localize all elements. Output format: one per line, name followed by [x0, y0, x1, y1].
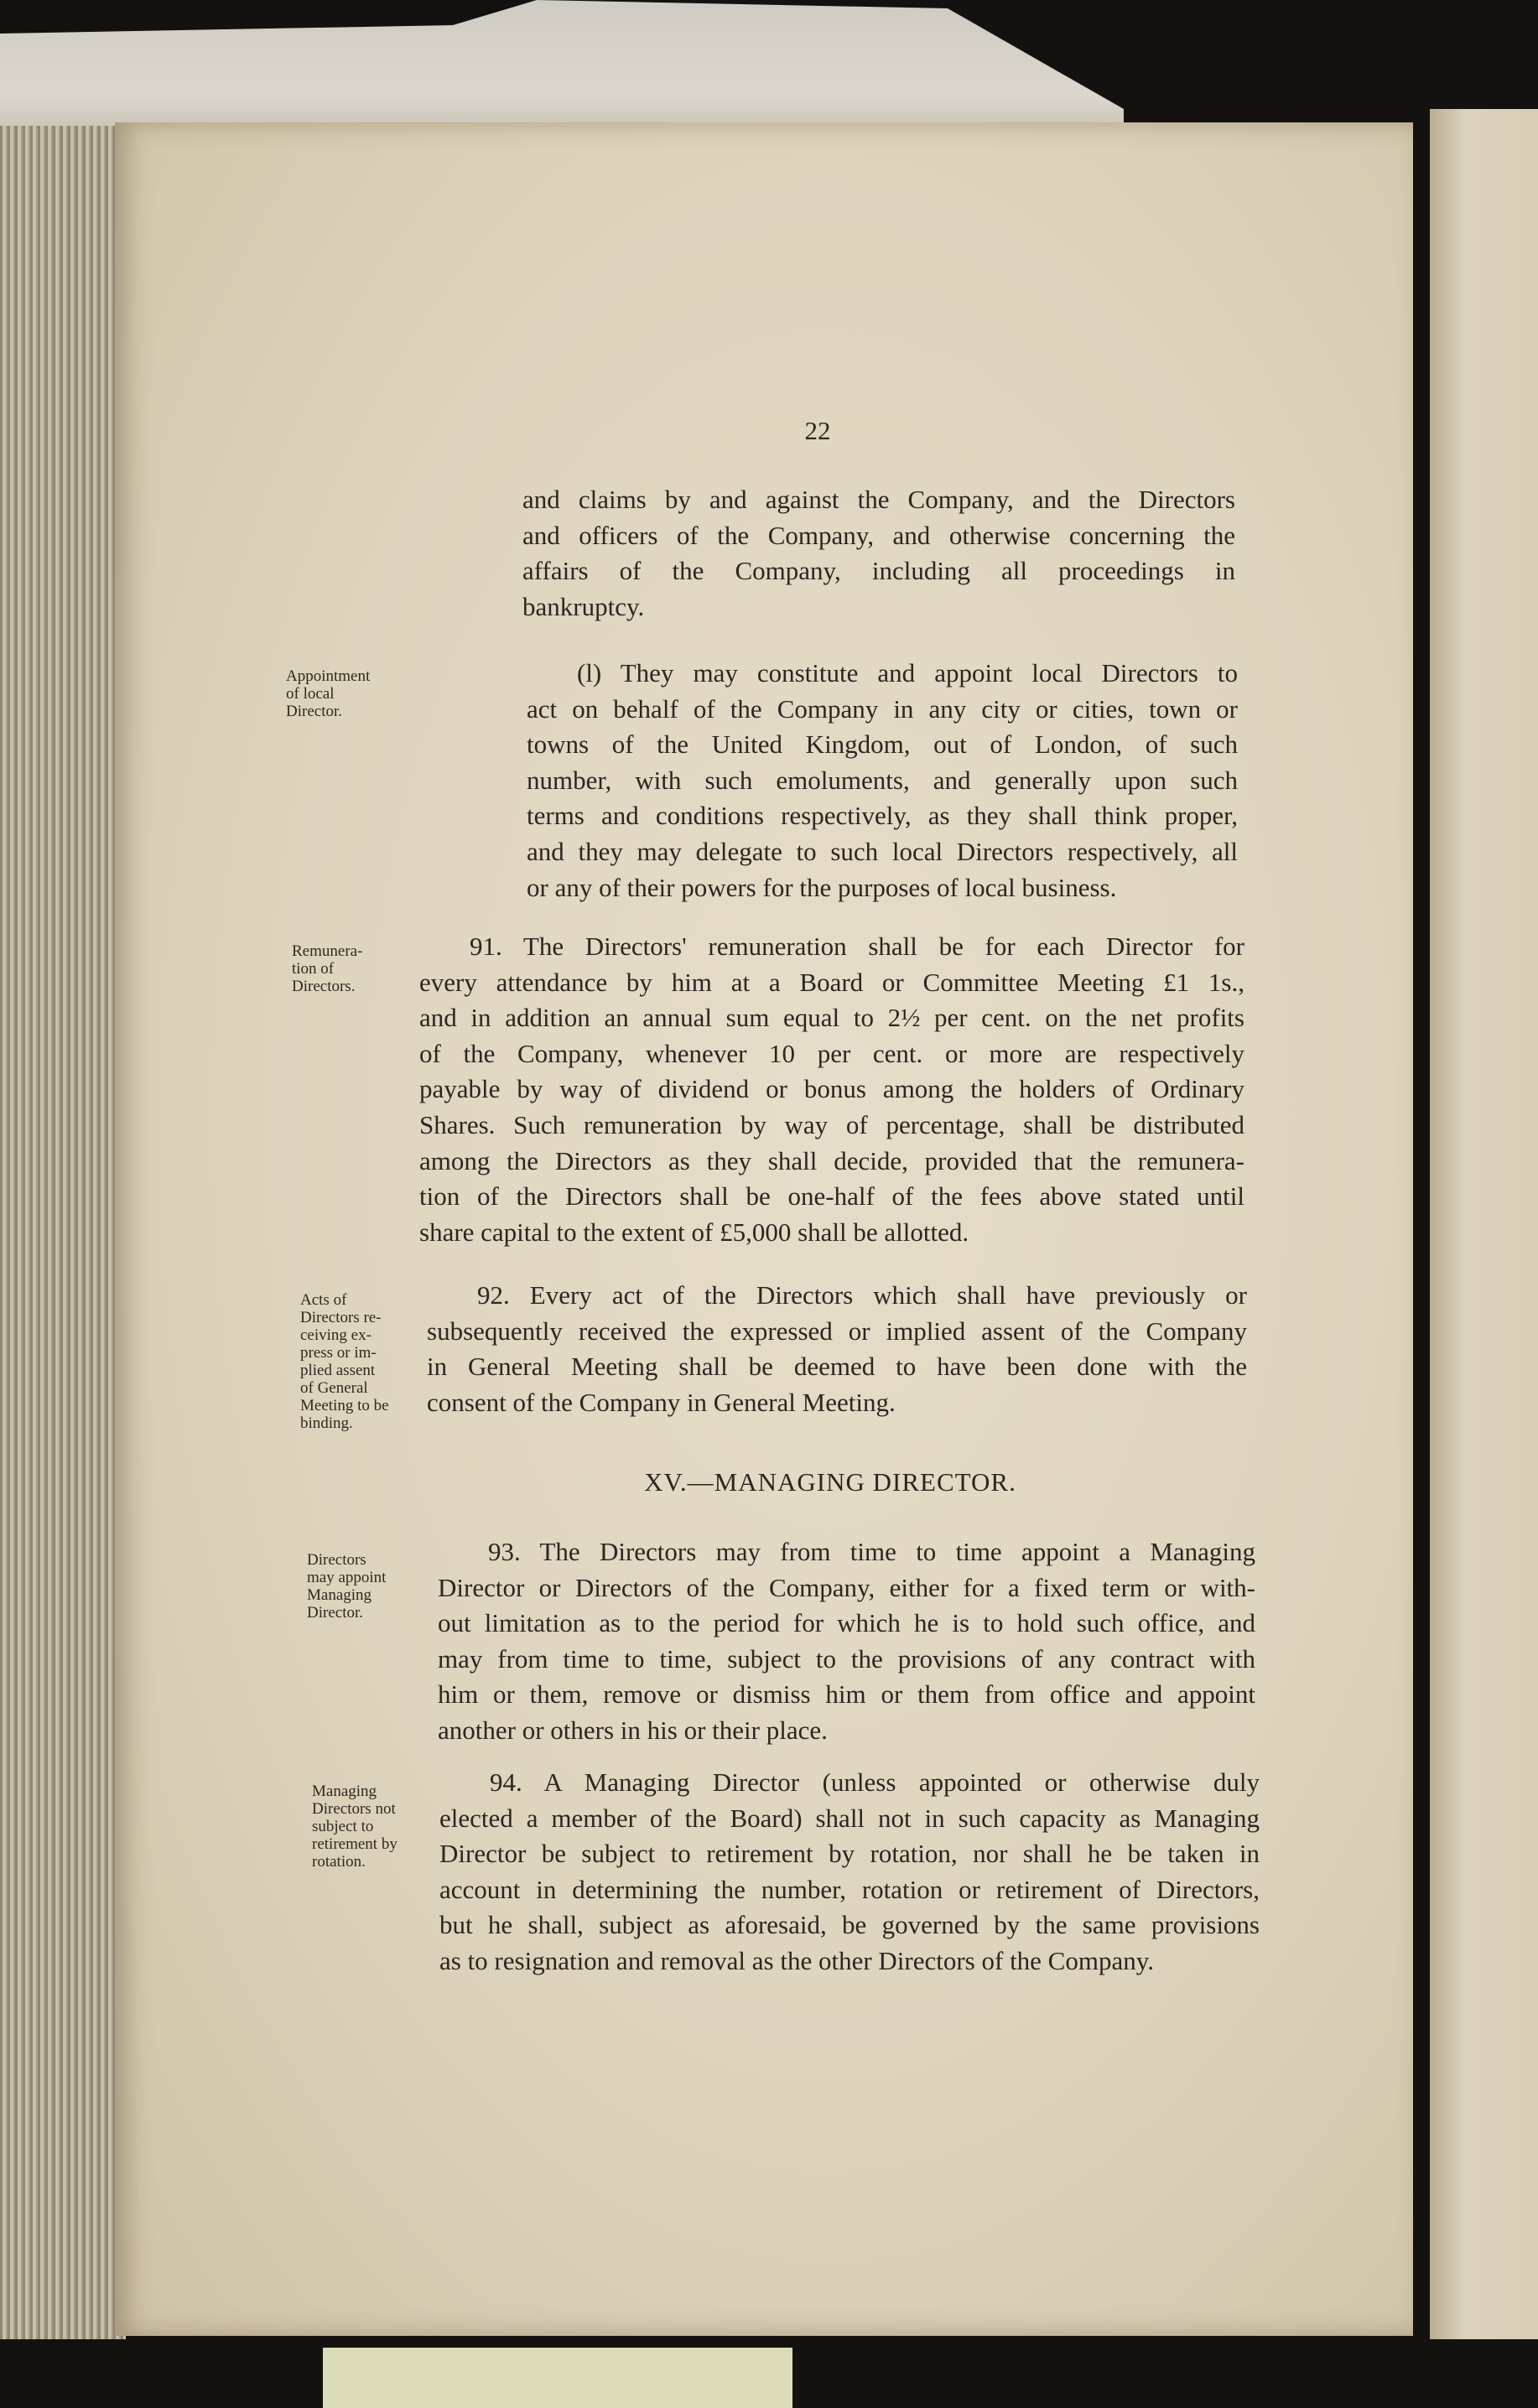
text-line: among the Directors as they shall decide, provided that the remunera- [419, 1145, 1244, 1175]
page-number: 22 [804, 416, 831, 445]
text-line: Director be subject to retirement by rotation, nor shall he be taken in [439, 1839, 1260, 1869]
margin-note-remuneration [292, 942, 362, 995]
text-line: account in determining the number, rotation or retirement of Directors, [439, 1874, 1260, 1904]
text-line: of the Company, whenever 10 per cent. or more are respectively [419, 1038, 1244, 1068]
text-line: 93. The Directors may from time to time appoint a Managing [488, 1537, 1255, 1566]
paragraph-article-92 [427, 1278, 1247, 1420]
margin-note-acts [300, 1291, 389, 1432]
paragraph-clause-l [527, 656, 1238, 906]
margin-note-line: of General [300, 1379, 368, 1397]
margin-note-line: Directors not [312, 1800, 396, 1818]
text-line: 94. A Managing Director (unless appointed or otherwise duly [490, 1767, 1260, 1797]
text-line: affairs of the Company, including all proceedings in [522, 556, 1235, 586]
text-line: in General Meeting shall be deemed to have been done with the [427, 1352, 1247, 1382]
text-line: and in addition an annual sum equal to 2½ per cent. on the net profits [419, 1003, 1244, 1033]
paragraph-article-93 [438, 1534, 1255, 1749]
margin-note-appointment [286, 667, 370, 720]
text-line: and they may delegate to such local Directors respectively, all [527, 836, 1238, 866]
text-line: Shares. Such remuneration by way of percentage, shall be distributed [419, 1109, 1244, 1139]
margin-note-line: Director. [307, 1604, 364, 1622]
margin-note-line: Directors. [292, 978, 356, 995]
text-line: towns of the United Kingdom, out of London, of such [527, 729, 1238, 760]
text-line: as to resignation and removal as the other Directors of the Company. [439, 1945, 1154, 1975]
margin-note-line: Appointment [286, 667, 371, 685]
margin-note-line: plied assent [300, 1362, 376, 1379]
text-line: out limitation as to the period for which he is to hold such office, and [438, 1608, 1255, 1638]
margin-note-line: tion of [292, 960, 335, 978]
margin-note-line: of local [286, 685, 335, 703]
text-line: 92. Every act of the Directors which shall have previously or [477, 1280, 1247, 1310]
paragraph-continuation [522, 482, 1235, 625]
margin-note-line: Director. [286, 703, 343, 720]
adjacent-page [1430, 109, 1538, 2339]
text-line: and officers of the Company, and otherwise concerning the [522, 520, 1235, 550]
margin-note-line: press or im- [300, 1344, 377, 1362]
text-line: but he shall, subject as aforesaid, be governed by the same provisions [439, 1910, 1260, 1940]
text-line: subsequently received the expressed or implied assent of the Company [427, 1316, 1247, 1346]
text-line: Director or Directors of the Company, either for a fixed term or with- [438, 1572, 1255, 1602]
margin-note-managing-director [307, 1551, 386, 1622]
margin-note-line: Directors [307, 1551, 366, 1569]
paragraph-article-91 [419, 929, 1244, 1250]
text-line: every attendance by him at a Board or Committee Meeting £1 1s., [419, 967, 1244, 997]
text-line: or any of their powers for the purposes of local business. [527, 872, 1117, 902]
margin-note-line: Acts of [300, 1291, 347, 1309]
margin-note-line: Directors re- [300, 1309, 382, 1326]
margin-note-line: Remunera- [292, 942, 363, 960]
paragraph-article-94 [439, 1765, 1260, 1980]
bottom-paper-tab [323, 2348, 792, 2408]
text-line: share capital to the extent of £5,000 shall be allotted. [419, 1217, 969, 1247]
text-line: may from time to time, subject to the provisions of any contract with [438, 1643, 1255, 1674]
margin-note-line: Managing [312, 1783, 377, 1800]
text-line: tion of the Directors shall be one-half of the fees above stated until [419, 1181, 1244, 1212]
margin-note-line: may appoint [307, 1569, 387, 1586]
text-line: (l) They may constitute and appoint local Directors to [577, 658, 1238, 688]
margin-note-rotation [312, 1783, 397, 1871]
margin-note-line: Managing [307, 1586, 372, 1604]
text-line: bankruptcy. [522, 591, 645, 621]
text-line: terms and conditions respectively, as they shall think proper, [527, 801, 1238, 831]
margin-note-line: rotation. [312, 1853, 366, 1871]
margin-note-line: ceiving ex- [300, 1326, 372, 1344]
margin-note-line: retirement by [312, 1835, 397, 1853]
margin-note-line: binding. [300, 1414, 353, 1432]
margin-note-line: subject to [312, 1818, 374, 1835]
text-line: consent of the Company in General Meeting. [427, 1387, 896, 1417]
section-heading: XV.—MANAGING DIRECTOR. [644, 1467, 1016, 1497]
text-line: elected a member of the Board) shall not in such capacity as Managing [439, 1803, 1260, 1833]
margin-note-line: Meeting to be [300, 1397, 389, 1414]
text-line: him or them, remove or dismiss him or them from office and appoint [438, 1679, 1255, 1710]
text-line: act on behalf of the Company in any city or cities, town or [527, 693, 1238, 724]
text-line: another or others in his or their place. [438, 1715, 828, 1745]
page-edges-left [0, 126, 126, 2339]
text-line: payable by way of dividend or bonus among the holders of Ordinary [419, 1074, 1244, 1104]
text-line: 91. The Directors' remuneration shall be for each Director for [470, 932, 1244, 961]
text-line: number, with such emoluments, and generally upon such [527, 765, 1238, 795]
text-line: and claims by and against the Company, and the Directors [522, 485, 1235, 514]
